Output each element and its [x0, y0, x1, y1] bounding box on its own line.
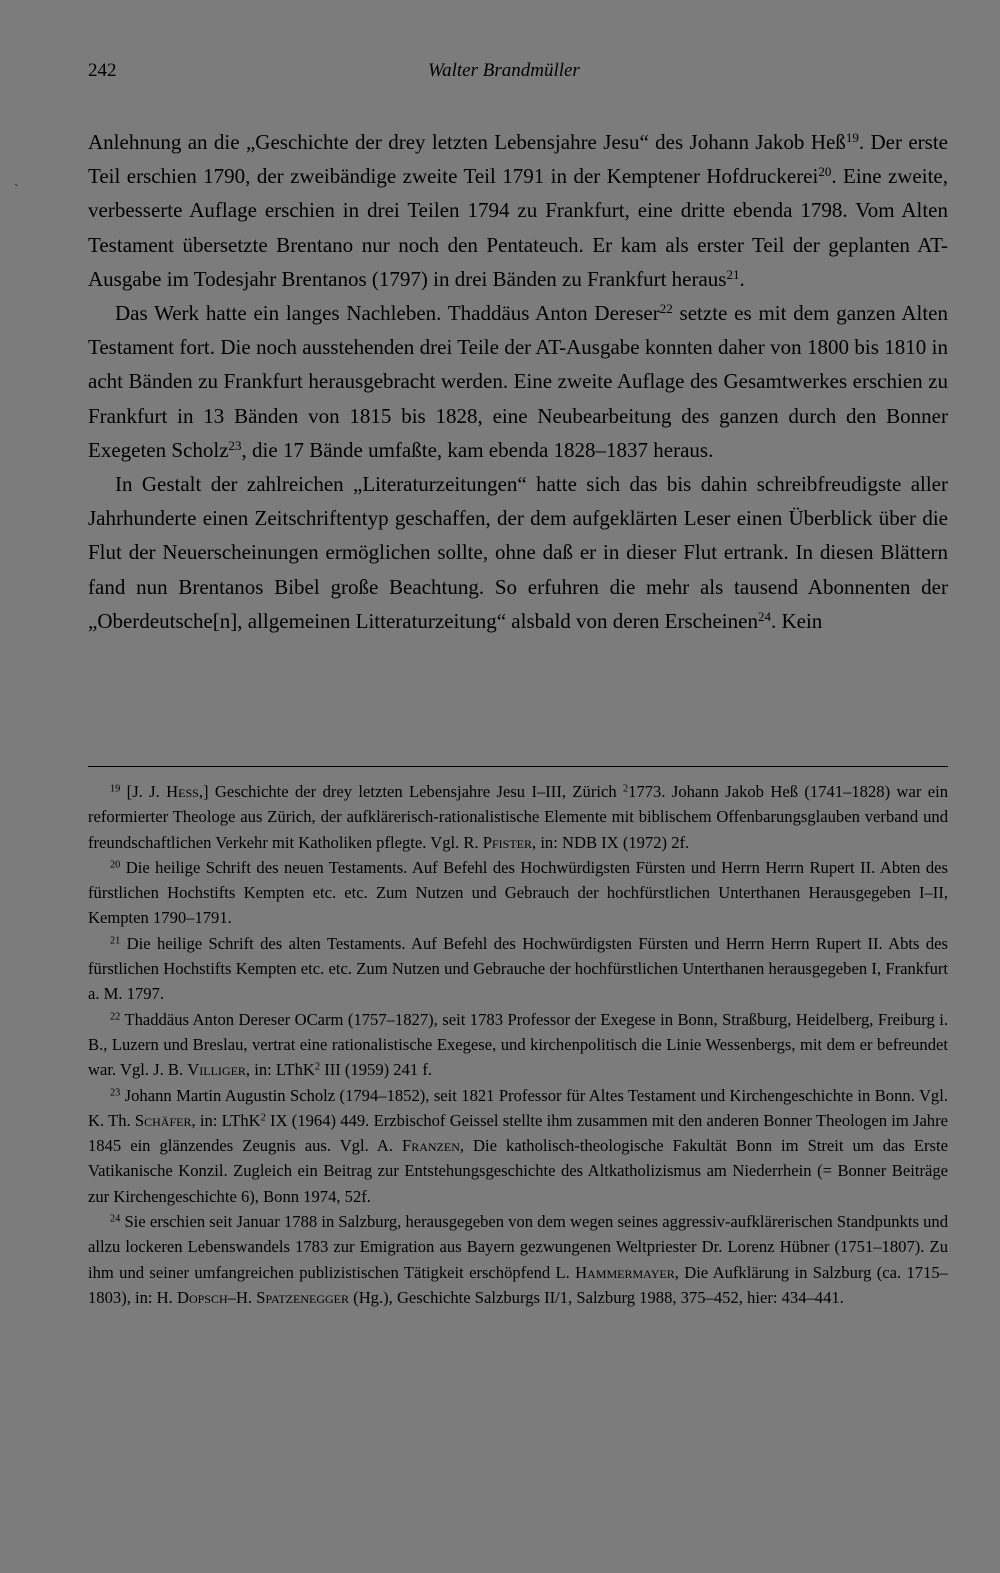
stray-mark: ˎ — [14, 172, 19, 187]
author-name: Villiger — [187, 1060, 246, 1080]
footnote-ref-23: 23 — [228, 437, 242, 453]
text-segment: , in: LThK — [245, 1060, 315, 1080]
running-title: Walter Brandmüller — [428, 60, 580, 81]
edition-superscript: 2 — [623, 783, 629, 795]
page-number: 242 — [88, 60, 117, 81]
author-name: Pfister — [482, 832, 533, 852]
footnote-number: 21 — [110, 935, 121, 947]
footnote-20 — [88, 855, 948, 931]
paragraph-2 — [88, 296, 948, 467]
author-name: Spatzenegger — [256, 1287, 350, 1307]
footnote-number: 23 — [110, 1086, 121, 1098]
footnote-ref-19: 19 — [845, 129, 859, 145]
author-name: Franzen — [401, 1136, 460, 1156]
footnote-ref-22: 22 — [659, 300, 673, 316]
text-segment: 1773. Johann Jakob Heß (1741–1828) war ein reformierter Theologe aus Zürich, der aufklärerisch-rationalistische Elemente mit biblischem Offenbarungsglauben verband und freundschaftlichen Verkehr mit Katholiken pflegte. Vgl. R. — [88, 782, 949, 852]
footnote-21 — [88, 931, 948, 1007]
text-segment: Sie erschien seit Januar 1788 in Salzburg, herausgegeben von dem wegen seines aggressiv-aufklärerischen Standpunkts und allzu lockeren Lebenswandels 1783 zur Emigration aus Bayern gezwungenen Weltpriester Dr. Lorenz Hübner (1751–1807). Zu ihm und seiner umfangreichen publizistischen Tätigkeit erschöpfend L. — [88, 1212, 948, 1282]
text-segment: Anlehnung an die „Geschichte der drey letzten Lebensjahre Jesu“ des Johann Jakob Heß — [88, 130, 846, 154]
text-segment: . Eine zweite, verbesserte Auflage erschien in drei Teilen 1794 zu Frankfurt, eine dritte ebenda 1798. Vom Alten Testament übersetzte Brentano nur noch den Pentateuch. Er kam als erster Teil der geplanten AT-Ausgabe im Todesjahr Brentanos (1797) in drei Bänden zu Frankfurt heraus — [88, 164, 948, 291]
paragraph-3 — [88, 467, 948, 638]
main-text — [88, 125, 948, 638]
text-segment: , Die katholisch-theologische Fakultät Bonn im Streit um das Erste Vatikanische Konzil. Zugleich ein Beitrag zur Entstehungsgeschichte des Altkatholizismus am Niederrhein (= Bonner Beiträge zur Kirchengeschichte 6), Bonn 1974, 52f. — [88, 1136, 948, 1206]
footnote-24 — [88, 1209, 948, 1310]
text-segment: Die heilige Schrift des neuen Testaments. Auf Befehl des Hochwürdigsten Fürsten und Herrn Herrn Rupert II. Abten des fürstlichen Hochstifts Kempten etc. etc. Zum Nutzen und Gebrauch der hochfürstlichen Unterthanen Herausgegeben I–II, Kempten 1790–1791. — [88, 857, 948, 928]
text-segment: In Gestalt der zahlreichen „Literaturzeitungen“ hatte sich das bis dahin schreibfreudigste aller Jahrhunderte einen Zeitschriftentyp geschaffen, der dem aufgeklärten Leser einen Überblick über die Flut der Neuerscheinungen ermöglichen sollte, ohne daß er in dieser Flut ertrank. In diesen Blättern fand nun Brentanos Bibel große Beachtung. So erfuhren die mehr als tausend Abonnenten der „Oberdeutsche[n], allgemeinen Litteraturzeitung“ alsbald von deren Erscheinen — [88, 472, 948, 633]
footnote-19 — [88, 779, 948, 855]
text-segment: Das Werk hatte ein langes Nachleben. Thaddäus Anton Dereser — [115, 301, 660, 326]
text-segment: , Die Aufklärung in Salzburg (ca. 1715–1803), in: H. — [88, 1262, 948, 1307]
footnote-ref-20: 20 — [818, 164, 832, 180]
text-segment: –H. — [227, 1287, 257, 1307]
paragraph-1 — [88, 125, 948, 296]
text-segment: (Hg.), Geschichte Salzburgs II/1, Salzburg 1988, 375–452, hier: 434–441. — [349, 1287, 844, 1307]
text-segment: , in: NDB IX (1972) 2f. — [532, 832, 690, 852]
page-header — [88, 60, 948, 88]
author-name: Schäfer — [134, 1110, 192, 1130]
footnote-ref-21: 21 — [726, 266, 740, 282]
text-segment: Johann Martin Augustin Scholz (1794–1852), seit 1821 Professor für Altes Testament und Kirchengeschichte in Bonn. Vgl. K. Th. — [88, 1085, 948, 1130]
footnote-number: 19 — [110, 783, 121, 795]
author-name: Hammermayer — [575, 1262, 675, 1282]
text-segment: setzte es mit dem ganzen Alten Testament fort. Die noch ausstehenden drei Teile der AT-Ausgabe konnten daher von 1800 bis 1810 in acht Bänden zu Frankfurt herausgebracht werden. Eine zweite Auflage des Gesamtwerkes erschien zu Frankfurt in 13 Bänden von 1815 bis 1828, eine Neubearbeitung des ganzen durch den Bonner Exegeten Scholz — [88, 301, 948, 462]
footnote-number: 22 — [110, 1011, 121, 1023]
edition-superscript: 2 — [314, 1061, 321, 1073]
footnote-number: 20 — [110, 859, 121, 871]
footnote-ref-24: 24 — [757, 608, 771, 624]
text-segment: Die heilige Schrift des alten Testaments. Auf Befehl des Hochwürdigsten Fürsten und Herrn Herrn Rupert II. Abts des fürstlichen Hochstifts Kempten etc. etc. Zum Nutzen und Gebrauche der hochfürstlichen Unterthanen herausgegeben I, Frankfurt a. M. 1797. — [88, 933, 948, 1004]
footnotes — [88, 779, 948, 1310]
text-segment: Thaddäus Anton Dereser OCarm (1757–1827), seit 1783 Professor der Exegese in Bonn, Straßburg, Heidelberg, Freiburg i. B., Luzern und Breslau, vertrat eine rationalistische Exegese, und kirchenpolitisch die Linie Wessenbergs, mit dem er befreundet war. Vgl. J. B. — [88, 1009, 948, 1080]
text-segment: . Der erste Teil erschien 1790, der zweibändige zweite Teil 1791 in der Kemptener Hofdruckerei — [88, 130, 948, 189]
text-segment: IX (1964) 449. Erzbischof Geissel stellte ihm zusammen mit den anderen Bonner Theologen im Jahre 1845 ein glänzendes Zeugnis aus. Vgl. A. — [88, 1110, 948, 1156]
text-segment: . — [739, 266, 745, 291]
footnote-number: 24 — [110, 1213, 121, 1225]
text-segment: . Kein — [770, 608, 823, 633]
edition-superscript: 2 — [260, 1112, 266, 1124]
author-name: Dopsch — [176, 1287, 228, 1307]
author-name: Hess — [166, 782, 199, 801]
footnote-23 — [88, 1083, 948, 1209]
footnote-separator — [88, 766, 948, 767]
text-segment: [J. J. — [120, 782, 167, 801]
text-segment: , die 17 Bände umfaßte, kam ebenda 1828–1837 heraus. — [241, 437, 714, 462]
text-segment: , in: LThK — [191, 1110, 261, 1130]
text-segment: ,] Geschichte der drey letzten Lebensjahre Jesu I–III, Zürich — [198, 782, 623, 801]
footnote-22 — [88, 1007, 948, 1083]
text-segment: III (1959) 241 f. — [320, 1060, 433, 1080]
